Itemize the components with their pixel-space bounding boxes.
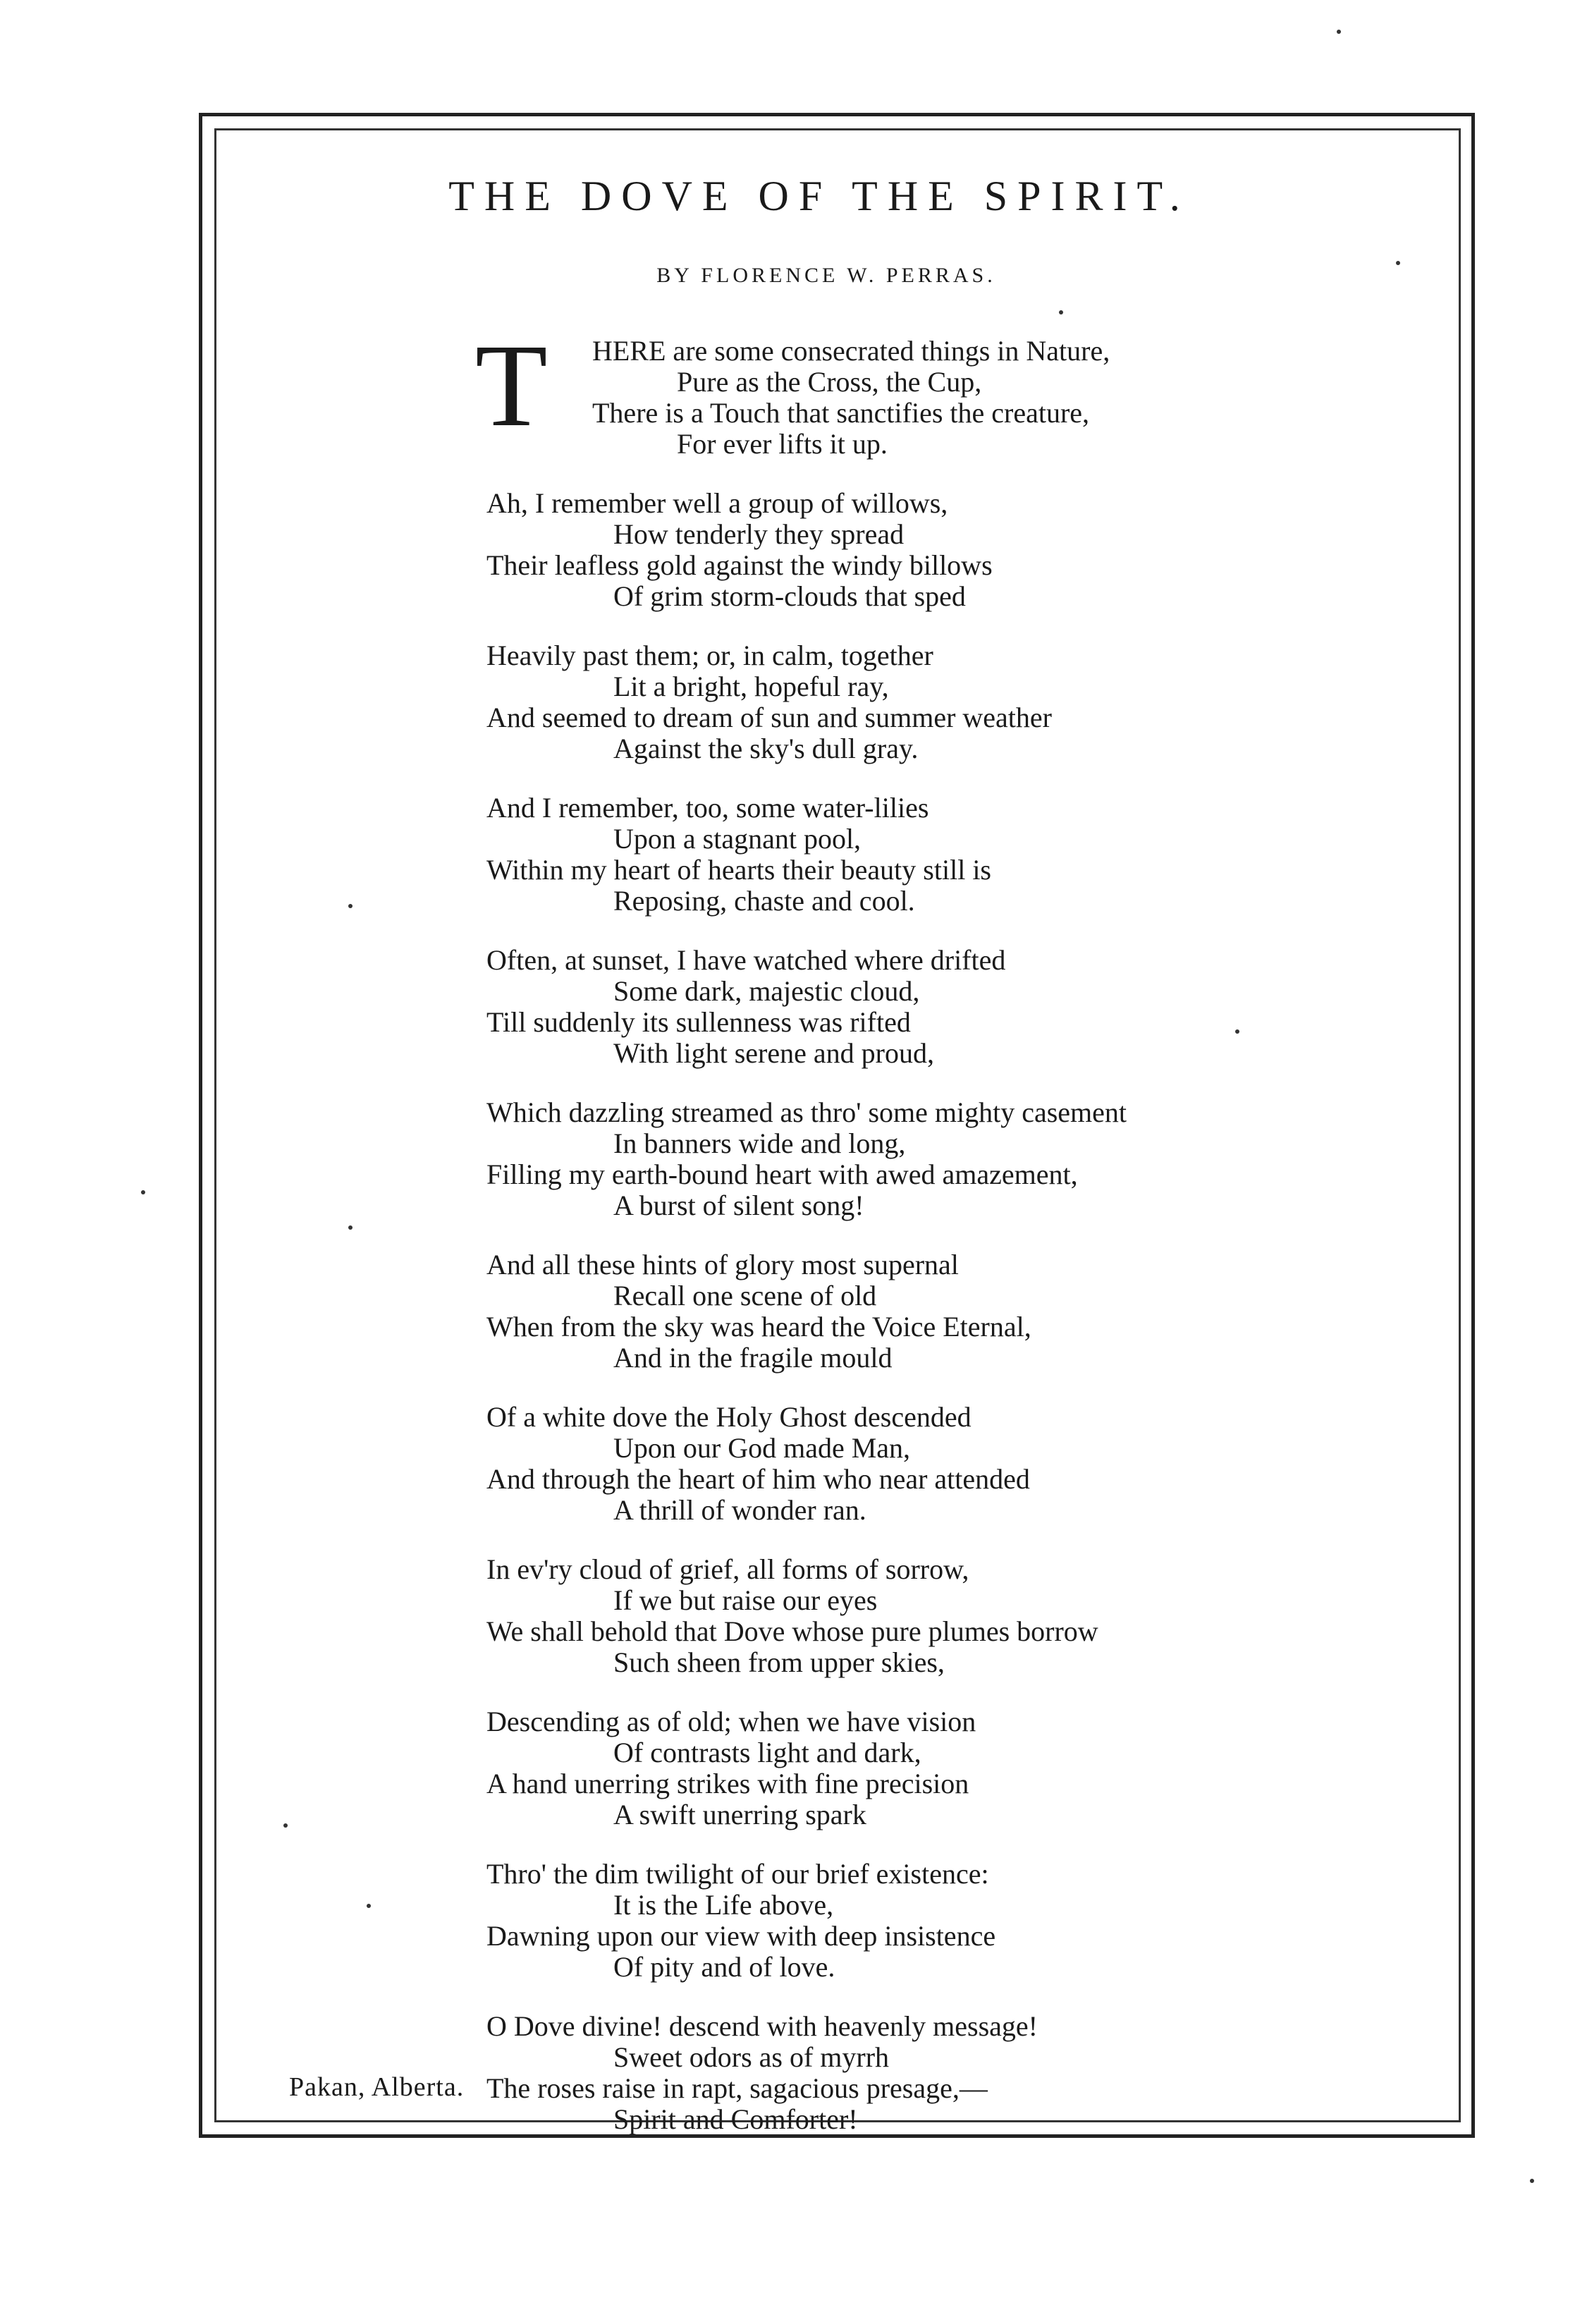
poem-line: HERE are some consecrated things in Nature, <box>592 335 1110 367</box>
poem-line: Often, at sunset, I have watched where drifted <box>486 944 1006 976</box>
poem-line: Lit a bright, hopeful ray, <box>613 671 889 702</box>
poem-line: Pure as the Cross, the Cup, <box>677 366 982 398</box>
poem-line: For ever lifts it up. <box>677 428 888 460</box>
poem-line: It is the Life above, <box>613 1889 834 1921</box>
poem-line: A swift unerring spark <box>613 1799 866 1830</box>
poem-line: In ev'ry cloud of grief, all forms of sorrow, <box>486 1553 969 1585</box>
stanza-3 <box>486 640 1417 764</box>
stanza-6 <box>486 1097 1417 1221</box>
poem-line: A thrill of wonder ran. <box>613 1494 866 1526</box>
poem-line: And through the heart of him who near attended <box>486 1463 1030 1495</box>
poem-line: And in the fragile mould <box>613 1342 893 1374</box>
poem-line: Of grim storm-clouds that sped <box>613 580 966 612</box>
poem-line: The roses raise in rapt, sagacious presage,— <box>486 2072 988 2104</box>
stanza-9 <box>486 1554 1417 1678</box>
poem-line: Heavily past them; or, in calm, together <box>486 640 933 671</box>
poem-title: THE DOVE OF THE SPIRIT. <box>448 173 1190 219</box>
print-speck <box>348 904 353 908</box>
poem-byline: BY FLORENCE W. PERRAS. <box>656 264 996 287</box>
poem-line: Of pity and of love. <box>613 1951 835 1983</box>
poem-line: We shall behold that Dove whose pure plumes borrow <box>486 1615 1098 1647</box>
print-speck <box>348 1225 353 1230</box>
print-speck <box>367 1904 371 1908</box>
poem-line: Of a white dove the Holy Ghost descended <box>486 1401 972 1433</box>
poem-line: Which dazzling streamed as thro' some mighty casement <box>486 1096 1127 1128</box>
print-speck <box>1059 310 1063 314</box>
poem-line: Their leafless gold against the windy billows <box>486 549 993 581</box>
poem-line: Such sheen from upper skies, <box>613 1646 945 1678</box>
poem-line: Thro' the dim twilight of our brief existence: <box>486 1858 989 1890</box>
poem-line: Of contrasts light and dark, <box>613 1737 921 1768</box>
drop-cap: T <box>475 320 548 451</box>
poem-line: Recall one scene of old <box>613 1280 877 1311</box>
poem-line: Some dark, majestic cloud, <box>613 975 920 1007</box>
stanza-10 <box>486 1706 1417 1830</box>
poem-line: With light serene and proud, <box>613 1037 934 1069</box>
print-speck <box>141 1190 145 1194</box>
poem-line: And seemed to dream of sun and summer weather <box>486 702 1052 733</box>
poem-line: Upon our God made Man, <box>613 1432 911 1464</box>
poem-line: Till suddenly its sullenness was rifted <box>486 1006 911 1038</box>
poem-line: Within my heart of hearts their beauty still is <box>486 854 991 886</box>
poem-line: Spirit and Comforter! <box>613 2103 858 2135</box>
poem-line: Dawning upon our view with deep insistence <box>486 1920 996 1952</box>
stanza-12 <box>486 2011 1417 2135</box>
poem-line: A hand unerring strikes with fine precision <box>486 1768 969 1799</box>
poem-line: In banners wide and long, <box>613 1127 906 1159</box>
print-speck <box>1337 30 1341 34</box>
poem-line: Filling my earth-bound heart with awed amazement, <box>486 1158 1078 1190</box>
poem-line: When from the sky was heard the Voice Eternal, <box>486 1311 1031 1343</box>
poem-line: Upon a stagnant pool, <box>613 823 862 855</box>
poem-line: Sweet odors as of myrrh <box>613 2041 890 2073</box>
poem-body <box>475 320 1417 2135</box>
print-speck <box>283 1823 288 1828</box>
stanza-7 <box>486 1249 1417 1374</box>
print-speck <box>1530 2179 1534 2183</box>
print-speck <box>1235 1029 1239 1034</box>
print-speck <box>1396 261 1400 265</box>
poem-line: A burst of silent song! <box>613 1189 864 1221</box>
poem-line: And I remember, too, some water-lilies <box>486 792 929 824</box>
poem-line: Against the sky's dull gray. <box>613 733 919 764</box>
poem-line: Reposing, chaste and cool. <box>613 885 915 917</box>
stanza-2 <box>486 488 1417 612</box>
stanza-5 <box>486 945 1417 1069</box>
stanza-8 <box>486 1402 1417 1526</box>
poem-line: How tenderly they spread <box>613 518 905 550</box>
stanza-11 <box>486 1859 1417 1983</box>
poem-line: Descending as of old; when we have vision <box>486 1706 976 1737</box>
poem-line: Ah, I remember well a group of willows, <box>486 487 948 519</box>
stanza-1 <box>475 320 1417 460</box>
poem-line: O Dove divine! descend with heavenly message! <box>486 2010 1038 2042</box>
poem-line: There is a Touch that sanctifies the creature, <box>592 397 1090 429</box>
poem-line: If we but raise our eyes <box>613 1584 878 1616</box>
poem-line: And all these hints of glory most supernal <box>486 1249 959 1280</box>
signoff-location: Pakan, Alberta. <box>289 2072 465 2102</box>
stanza-4 <box>486 793 1417 917</box>
